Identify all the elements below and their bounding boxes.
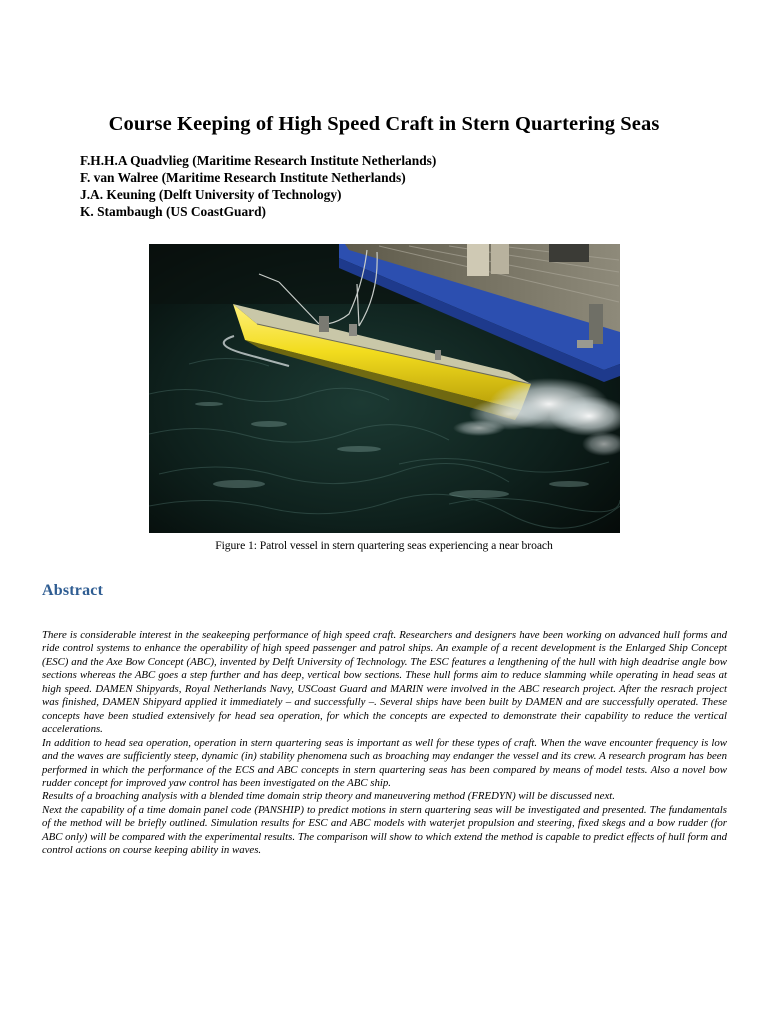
abstract-paragraph-3: Results of a broaching analysis with a blended time domain strip theory and maneuvering method (FREDYN) will be discussed next.	[42, 790, 615, 803]
figure-caption: Figure 1: Patrol vessel in stern quartering seas experiencing a near broach	[215, 539, 553, 552]
abstract-paragraph-1: There is considerable interest in the seakeeping performance of high speed craft. Researchers and designers have been working on advanced hull forms and ride control systems to enhance the operability of high speed passenger and patrol ships. An example of a recent development is the Enlarged Ship Concept (ESC) and the Axe Bow Concept (ABC), invented by Delft University of Technology. The ESC features a lengthening of the hull with high deadrise angle bow sections whereas the ABC goes a step further and has deep, vertical bow sections. These hull forms aim to reduce slamming while operating in head seas at high speed. DAMEN Shipyards, Royal Netherlands Navy, USCoast Guard and MARIN were involved in the ABC research project. After the resrach project was finished, DAMEN Shipyard applied it immediately – and successfully –. Several ships have been built by DAMEN and are successfully operated. These concepts have been studied extensively for head sea operation, for which the concepts are expected to demonstrate their capability to reduce the vertical accelerations.	[42, 629, 727, 736]
abstract-heading: Abstract	[42, 582, 104, 599]
author-1: F.H.H.A Quadvlieg (Maritime Research Institute Netherlands)	[80, 153, 437, 168]
abstract-paragraph-4: Next the capability of a time domain panel code (PANSHIP) to predict motions in stern quartering seas will be investigated and presented. The fundamentals of the method will be briefly outlined. Simulation results for ESC and ABC models with waterjet propulsion and steering, fixed skegs and a bow rudder (for ABC only) will be compared with the experimental results. The comparison will show to which extend the method is capable to predict effects of hull form and control actions on course keeping ability in waves.	[42, 803, 727, 857]
figure-photo	[149, 244, 620, 533]
author-3: J.A. Keuning (Delft University of Technology)	[80, 187, 342, 202]
patrol-vessel-photo	[149, 244, 620, 533]
paper-title: Course Keeping of High Speed Craft in Stern Quartering Seas	[108, 113, 660, 135]
author-list	[80, 152, 436, 220]
author-2: F. van Walree (Maritime Research Institute Netherlands)	[80, 170, 406, 185]
abstract-paragraph-2: In addition to head sea operation, operation in stern quartering seas is important as well for these types of craft. When the wave encounter frequency is low and the waves are sufficiently steep, dynamic (in) stability phenomena such as broaching may endanger the vessel and its crew. A research program has been performed in which the performance of the ECS and ABC concepts in stern quartering seas has been compared by means of model tests. Also a novel bow rudder concept for improved yaw control has been investigated on the ABC ship.	[42, 736, 727, 789]
abstract-body	[42, 629, 727, 858]
author-4: K. Stambaugh (US CoastGuard)	[80, 204, 267, 219]
